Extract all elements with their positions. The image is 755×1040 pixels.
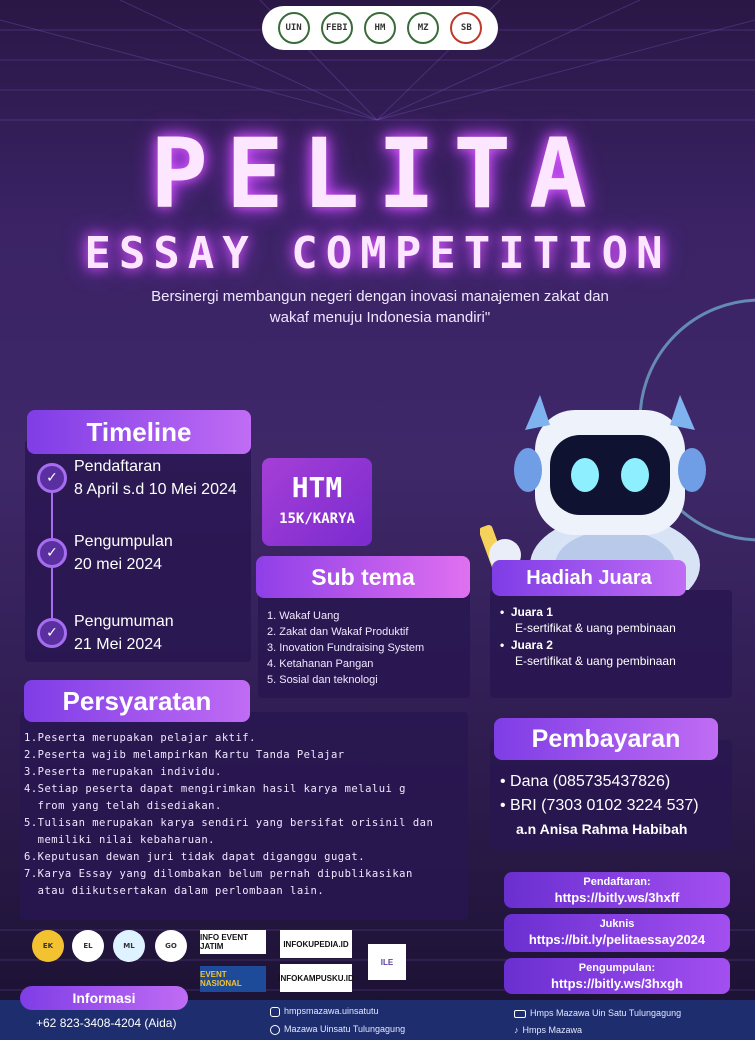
timeline-item-date: 8 April s.d 10 Mei 2024 xyxy=(74,481,237,498)
payment-dana: • Dana (085735437826) xyxy=(500,773,671,790)
hadiah-list xyxy=(500,605,730,669)
mazawa-logo: MZ xyxy=(407,12,439,44)
list-item: 1.Peserta merupakan pelajar aktif. xyxy=(24,732,256,744)
list-item: 1. Wakaf Uang xyxy=(267,610,340,622)
check-icon: ✓ xyxy=(37,538,67,568)
list-item: 5. Sosial dan teknologi xyxy=(267,674,378,686)
tagline-line-1: Bersinergi membangun negeri dengan inovasi manajemen zakat dan xyxy=(151,288,609,305)
link-title: Pengumpulan: xyxy=(578,962,656,974)
facebook-icon xyxy=(270,1025,280,1035)
event-title: PELITA xyxy=(150,118,605,230)
list-item: • Juara 1 xyxy=(500,605,553,619)
prize-desc: E-sertifikat & uang pembinaan xyxy=(515,621,676,635)
link-url[interactable]: https://bitly.ws/3hxgh xyxy=(551,976,683,991)
link-title: Juknis xyxy=(599,918,635,930)
link-url[interactable]: https://bitly.ws/3hxff xyxy=(554,890,680,905)
satyabhama-logo: SB xyxy=(450,12,482,44)
list-item: 7.Karya Essay yang dilombakan belum pernah dipublikasikan xyxy=(24,868,413,880)
link-pengumpulan[interactable] xyxy=(504,958,730,994)
list-item: atau diikutsertakan dalam perlombaan lain. xyxy=(24,885,325,897)
timeline-item-label: Pendaftaran xyxy=(74,458,162,475)
youtube-icon xyxy=(514,1010,526,1018)
media-partner-logo: ML xyxy=(113,930,145,962)
htm-price: 15K/KARYA xyxy=(279,511,355,527)
check-icon: ✓ xyxy=(37,463,67,493)
list-item: 3. Inovation Fundraising System xyxy=(267,642,425,654)
list-item: 3.Peserta merupakan individu. xyxy=(24,766,222,778)
partner-logo-bar xyxy=(262,6,498,50)
pembayaran-heading: Pembayaran xyxy=(494,718,718,760)
htm-box xyxy=(262,458,372,546)
subtema-heading: Sub tema xyxy=(256,556,470,598)
tagline-line-2: wakaf menuju Indonesia mandiri" xyxy=(269,309,491,326)
payment-info xyxy=(500,770,732,840)
htm-label: HTM xyxy=(291,471,343,504)
list-item: 2.Peserta wajib melampirkan Kartu Tanda Pelajar xyxy=(24,749,345,761)
tagline xyxy=(80,286,680,328)
prize-title: Juara 2 xyxy=(510,638,553,652)
subtema-list xyxy=(267,608,467,688)
informasi-heading: Informasi xyxy=(20,986,188,1010)
link-pendaftaran[interactable] xyxy=(504,872,730,908)
check-icon: ✓ xyxy=(37,618,67,648)
social-tiktok[interactable] xyxy=(514,1025,582,1035)
media-partner-logo: GO xyxy=(155,930,187,962)
facebook-handle: Mazawa Uinsatu Tulungagung xyxy=(284,1024,406,1034)
social-youtube[interactable] xyxy=(514,1008,681,1018)
list-item: 4.Setiap peserta dapat mengirimkan hasil karya melalui g xyxy=(24,783,407,795)
tiktok-handle: Hmps Mazawa xyxy=(522,1025,583,1035)
list-item: • Juara 2 xyxy=(500,638,553,652)
youtube-handle: Hmps Mazawa Uin Satu Tulungagung xyxy=(530,1008,682,1018)
timeline-item-label: Pengumuman xyxy=(74,613,174,630)
list-item: from yang telah disediakan. xyxy=(24,800,222,812)
requirements-list xyxy=(24,730,468,900)
payment-bri: • BRI (7303 0102 3224 537) xyxy=(500,797,699,814)
account-name: a.n Anisa Rahma Habibah xyxy=(516,821,688,837)
link-juknis[interactable] xyxy=(504,914,730,952)
tiktok-icon: ♪ xyxy=(514,1025,519,1035)
list-item: 2. Zakat dan Wakaf Produktif xyxy=(267,626,409,638)
persyaratan-heading: Persyaratan xyxy=(24,680,250,722)
list-item: memiliki nilai kebaharuan. xyxy=(24,834,216,846)
list-item: 5.Tulisan merupakan karya sendiri yang bersifat orisinil dan xyxy=(24,817,434,829)
media-partner-logo: EL xyxy=(72,930,104,962)
instagram-icon xyxy=(270,1007,280,1017)
infokupedia-logo: INFOKUPEDIA.ID xyxy=(280,930,352,958)
bri-number: BRI (7303 0102 3224 537) xyxy=(510,797,699,814)
media-partner-logo: EK xyxy=(32,930,64,962)
timeline-heading: Timeline xyxy=(27,410,251,454)
ile-logo: ILE xyxy=(368,944,406,980)
university-logo: UIN xyxy=(278,12,310,44)
febi-logo: FEBI xyxy=(321,12,353,44)
list-item: 4. Ketahanan Pangan xyxy=(267,658,374,670)
prize-desc: E-sertifikat & uang pembinaan xyxy=(515,654,676,668)
social-facebook[interactable] xyxy=(270,1024,405,1035)
link-url[interactable]: https://bit.ly/pelitaessay2024 xyxy=(528,932,706,947)
event-subtitle: ESSAY COMPETITION xyxy=(84,228,671,279)
hadiah-heading: Hadiah Juara xyxy=(492,560,686,596)
contact-number: +62 823-3408-4204 (Aida) xyxy=(36,1016,177,1030)
dana-number: Dana (085735437826) xyxy=(510,773,671,790)
prize-title: Juara 1 xyxy=(510,605,553,619)
timeline-item-date: 20 mei 2024 xyxy=(74,556,163,573)
infokampusku-logo: INFOKAMPUSKU.ID xyxy=(280,964,352,992)
list-item: 6.Keputusan dewan juri tidak dapat diganggu gugat. xyxy=(24,851,366,863)
instagram-handle: hmpsmazawa.uinsatutu xyxy=(284,1006,379,1016)
timeline-item-date: 21 Mei 2024 xyxy=(74,636,163,653)
ormawa-logo: HM xyxy=(364,12,396,44)
link-title: Pendaftaran: xyxy=(583,876,651,888)
info-event-jatim-logo: INFO EVENT JATIM xyxy=(200,930,266,954)
timeline-item-label: Pengumpulan xyxy=(74,533,173,550)
event-nasional-logo: EVENT NASIONAL xyxy=(200,966,266,992)
social-instagram[interactable] xyxy=(270,1006,379,1017)
